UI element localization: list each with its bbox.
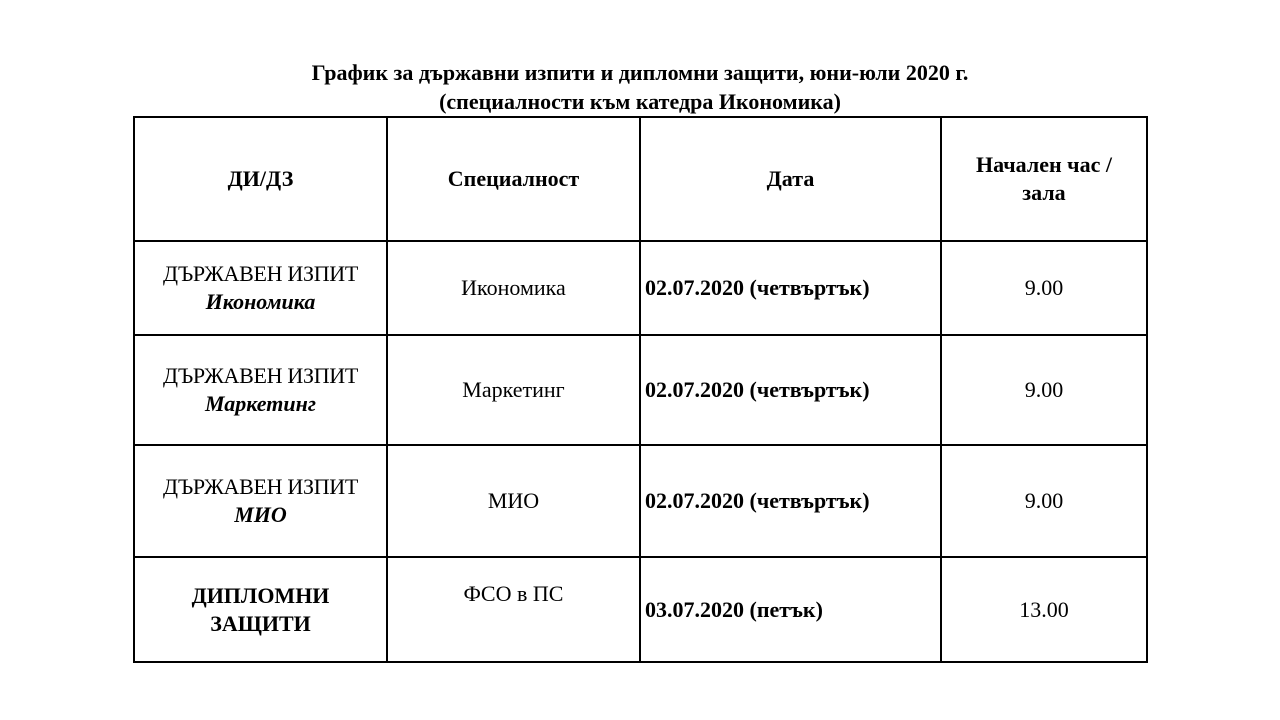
exam-type-subject: Икономика xyxy=(205,289,316,314)
header-start-time xyxy=(941,117,1147,241)
cell-date: 02.07.2020 (четвъртък) xyxy=(640,241,941,335)
cell-time: 13.00 xyxy=(941,557,1147,662)
exam-type-label: ДЪРЖАВЕН ИЗПИТ xyxy=(162,474,359,499)
cell-exam-type xyxy=(134,335,387,445)
cell-date: 02.07.2020 (четвъртък) xyxy=(640,335,941,445)
schedule-table xyxy=(133,116,1148,663)
header-start-time-line1: Начален час / xyxy=(976,152,1112,177)
title-line-subtitle: (специалности към катедра Икономика) xyxy=(439,89,841,114)
header-specialty: Специалност xyxy=(387,117,640,241)
cell-exam-type xyxy=(134,557,387,662)
cell-specialty: МИО xyxy=(387,445,640,557)
cell-date: 03.07.2020 (петък) xyxy=(640,557,941,662)
table-row xyxy=(134,335,1147,445)
header-date: Дата xyxy=(640,117,941,241)
exam-type-label: ДЪРЖАВЕН ИЗПИТ xyxy=(162,363,359,388)
cell-exam-type xyxy=(134,445,387,557)
exam-type-subject: МИО xyxy=(234,502,287,527)
cell-specialty: ФСО в ПС xyxy=(387,557,640,662)
exam-type-subject: Маркетинг xyxy=(205,391,316,416)
cell-date: 02.07.2020 (четвъртък) xyxy=(640,445,941,557)
table-row xyxy=(134,241,1147,335)
exam-type-label-line2: ЗАЩИТИ xyxy=(210,610,311,636)
table-row xyxy=(134,445,1147,557)
cell-exam-type xyxy=(134,241,387,335)
document-title xyxy=(0,58,1280,116)
cell-specialty: Маркетинг xyxy=(387,335,640,445)
table-row xyxy=(134,557,1147,662)
title-line-main: График за държавни изпити и дипломни защити, юни-юли 2020 г. xyxy=(311,60,969,85)
cell-time: 9.00 xyxy=(941,335,1147,445)
exam-type-label: ДЪРЖАВЕН ИЗПИТ xyxy=(162,261,359,286)
exam-type-label-line1: ДИПЛОМНИ xyxy=(191,582,330,608)
cell-specialty: Икономика xyxy=(387,241,640,335)
table-header-row xyxy=(134,117,1147,241)
cell-time: 9.00 xyxy=(941,445,1147,557)
cell-time: 9.00 xyxy=(941,241,1147,335)
header-start-time-line2: зала xyxy=(1022,180,1066,205)
header-exam-type: ДИ/ДЗ xyxy=(134,117,387,241)
